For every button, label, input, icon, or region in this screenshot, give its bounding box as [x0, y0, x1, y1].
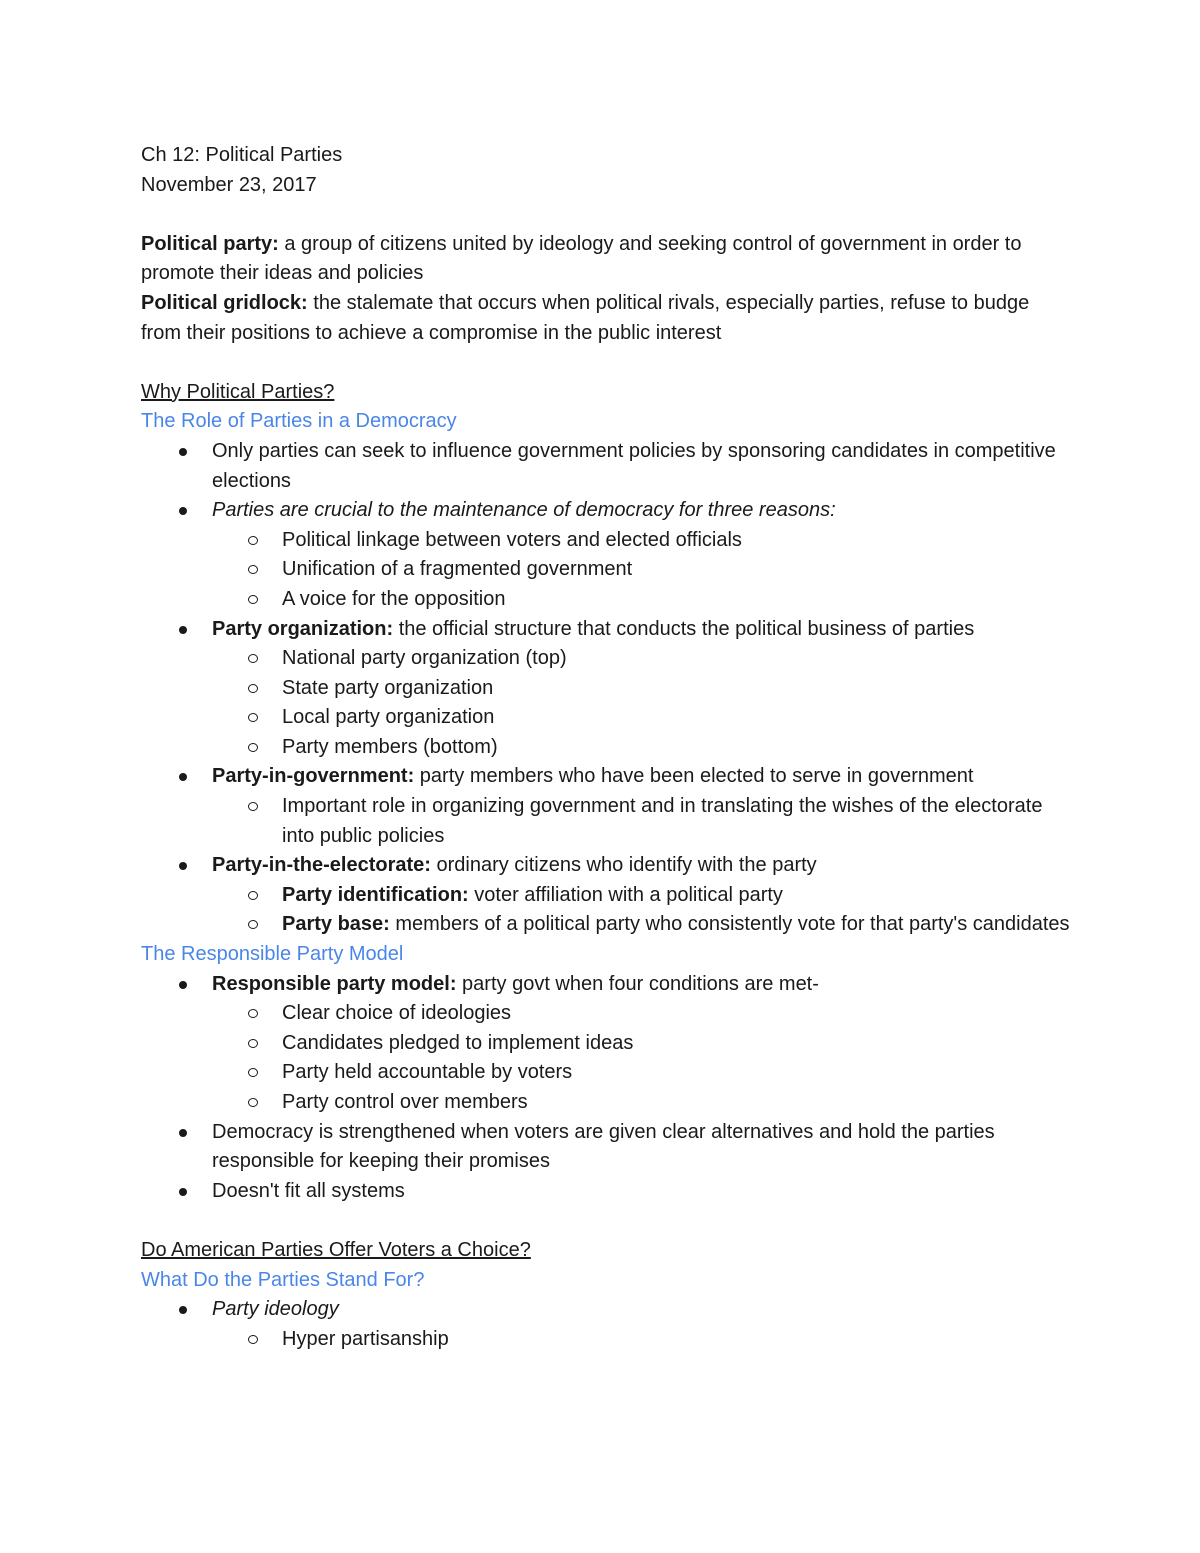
list-item: Democracy is strengthened when voters are given clear alternatives and hold the parties responsible for keeping their promises [141, 1118, 1071, 1177]
list-item: Parties are crucial to the maintenance of democracy for three reasons: [141, 496, 1071, 526]
sub-list-item [141, 910, 1071, 940]
list-item: Only parties can seek to influence government policies by sponsoring candidates in competitive elections [141, 437, 1071, 496]
sub-list-item: State party organization [141, 674, 1071, 704]
sub-list-item: Unification of a fragmented government [141, 555, 1071, 585]
subsection-heading: The Role of Parties in a Democracy [141, 410, 457, 433]
section-heading: Why Political Parties? [141, 380, 335, 403]
definition-text: a group of citizens united by ideology and seeking control of government in order to promote their ideas and policies [141, 232, 1022, 285]
subsection-heading: The Responsible Party Model [141, 943, 404, 966]
definition-term: Political gridlock: [141, 291, 308, 314]
sub-list-item: Party members (bottom) [141, 733, 1071, 763]
sub-list-item: National party organization (top) [141, 644, 1071, 674]
term: Responsible party model: [212, 972, 457, 995]
list-item [141, 970, 1071, 1000]
bullet-list [141, 970, 1071, 1207]
definition-political-gridlock [141, 289, 1071, 348]
term: Party-in-the-electorate: [212, 854, 431, 877]
sub-list-item: Political linkage between voters and elected officials [141, 526, 1071, 556]
document-page [141, 141, 1071, 1354]
term-text: party members who have been elected to serve in government [414, 765, 974, 788]
term-text: members of a political party who consistently vote for that party's candidates [389, 913, 1070, 936]
sub-list-item: Candidates pledged to implement ideas [141, 1029, 1071, 1059]
definition-text: the stalemate that occurs when political rivals, especially parties, refuse to budge from their positions to achieve a compromise in the public interest [141, 291, 1030, 344]
document-date: November 23, 2017 [141, 173, 317, 196]
term: Party base: [282, 913, 390, 936]
document-title: Ch 12: Political Parties [141, 144, 343, 166]
sub-list-item: A voice for the opposition [141, 585, 1071, 615]
term-text: ordinary citizens who identify with the party [430, 854, 817, 877]
sub-list-item [141, 881, 1071, 911]
list-item: Doesn't fit all systems [141, 1177, 1071, 1207]
term: Party identification: [282, 883, 469, 906]
bullet-list [141, 437, 1071, 940]
list-item [141, 851, 1071, 881]
term: Party-in-government: [212, 765, 415, 788]
section-heading: Do American Parties Offer Voters a Choice? [141, 1238, 531, 1261]
definition-term: Political party: [141, 232, 279, 255]
sub-list-item: Important role in organizing government and in translating the wishes of the electorate into public policies [141, 792, 1071, 851]
term: Party organization: [212, 617, 394, 640]
list-item: Party ideology [141, 1295, 1071, 1325]
list-item [141, 615, 1071, 645]
sub-list-item: Hyper partisanship [141, 1325, 1071, 1355]
term-text: the official structure that conducts the political business of parties [393, 617, 975, 640]
sub-list-item: Party control over members [141, 1088, 1071, 1118]
term-text: voter affiliation with a political party [468, 883, 783, 906]
term-text: party govt when four conditions are met- [456, 972, 819, 995]
definition-political-party [141, 230, 1071, 289]
subsection-heading: What Do the Parties Stand For? [141, 1268, 425, 1291]
sub-list-item: Party held accountable by voters [141, 1058, 1071, 1088]
sub-list-item: Clear choice of ideologies [141, 999, 1071, 1029]
bullet-list [141, 1295, 1071, 1354]
sub-list-item: Local party organization [141, 703, 1071, 733]
list-item [141, 762, 1071, 792]
